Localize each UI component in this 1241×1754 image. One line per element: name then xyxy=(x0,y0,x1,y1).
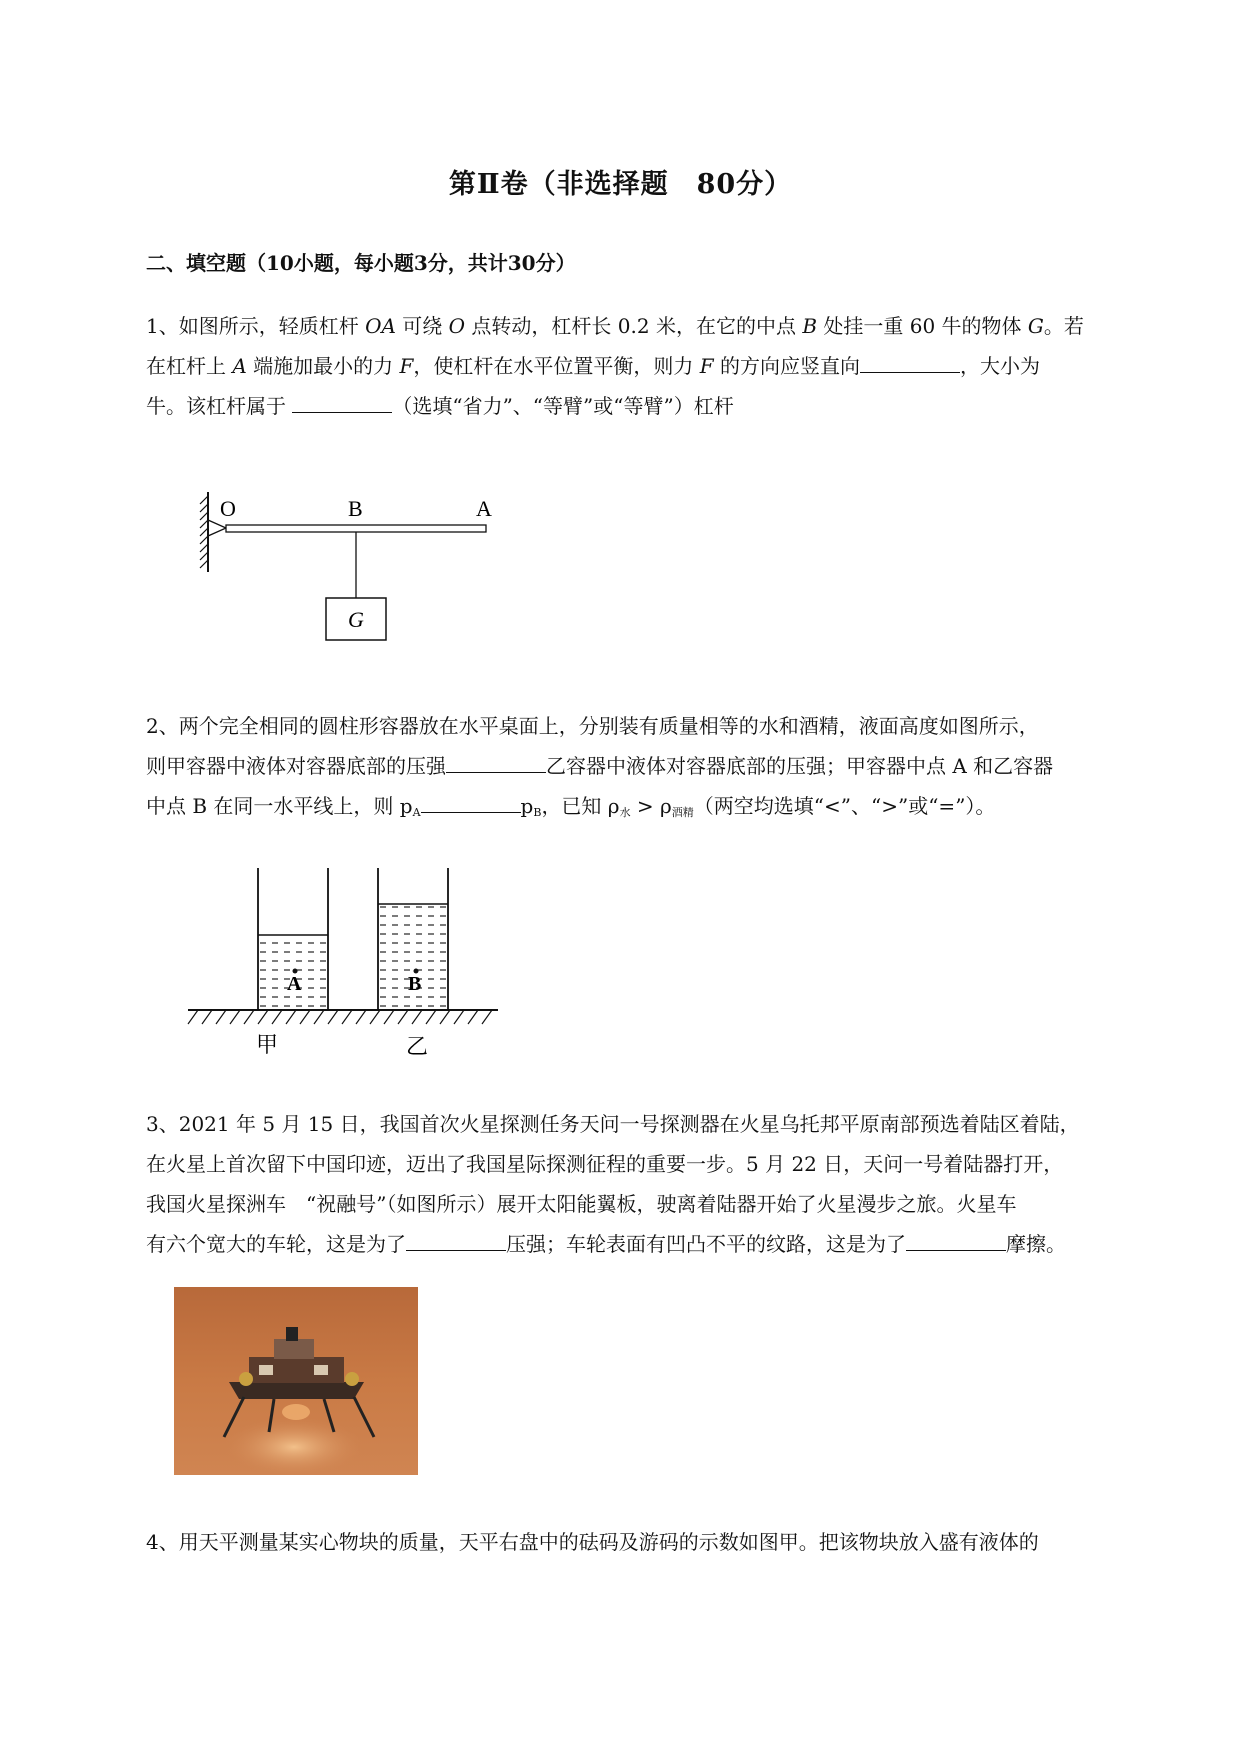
section-heading: 二、填空题（10小题，每小题3分，共计30分） xyxy=(146,251,576,275)
answer-blank-5[interactable] xyxy=(406,1228,506,1251)
container-jia-label: 甲 xyxy=(256,1033,279,1058)
containers-figure xyxy=(186,866,506,1066)
mars-lander-photo xyxy=(174,1287,418,1475)
answer-blank-3[interactable] xyxy=(446,750,546,773)
q1-line-2: 在杠杆上 A 端施加最小的力 F，使杠杆在水平位置平衡，则力 F 的方向应竖直向 ，大小为 xyxy=(146,346,1166,386)
question-4 xyxy=(146,1522,1166,1562)
answer-blank-1[interactable] xyxy=(860,350,960,373)
question-2 xyxy=(146,706,1166,833)
point-b-label: B xyxy=(348,496,363,521)
answer-blank-2[interactable] xyxy=(292,390,392,413)
q2-line-1: 2、两个完全相同的圆柱形容器放在水平桌面上，分别装有质量相等的水和酒精，液面高度如图所示， xyxy=(146,714,1039,738)
question-3 xyxy=(146,1104,1166,1264)
weight-g-label: G xyxy=(348,607,364,632)
q3-line-2: 在火星上首次留下中国印迹，迈出了我国星际探测征程的重要一步。5 月 22 日，天问一号着陆器打开， xyxy=(146,1152,1064,1176)
question-1 xyxy=(146,306,1166,426)
q2-line-2: 则甲容器中液体对容器底部的压强 乙容器中液体对容器底部的压强；甲容器中点 A 和乙容器 xyxy=(146,746,1166,786)
q3-line-1: 3、2021 年 5 月 15 日，我国首次火星探测任务天问一号探测器在火星乌托邦平原南部预选着陆区着陆， xyxy=(146,1112,1080,1136)
container-yi-label: 乙 xyxy=(406,1035,429,1060)
answer-blank-4[interactable] xyxy=(421,790,521,813)
q1-line-1: 1、如图所示，轻质杠杆 OA 可绕 O 点转动，杠杆长 0.2 米，在它的中点 B 处挂一重 60 牛的物体 G。若 xyxy=(146,314,1084,338)
point-o-label: O xyxy=(220,496,236,521)
q3-line-3: 我国火星探洲车 “祝融号”（如图所示）展开太阳能翼板，驶离着陆器开始了火星漫步之旅。火星车 xyxy=(146,1192,1017,1216)
part-title: 第Ⅱ卷（非选择题 80分） xyxy=(448,169,793,200)
point-b-marker: B xyxy=(408,973,422,995)
lever-figure xyxy=(196,484,516,654)
point-a-label: A xyxy=(476,496,492,521)
answer-blank-6[interactable] xyxy=(906,1228,1006,1251)
q3-line-4: 有六个宽大的车轮，这是为了 压强；车轮表面有凹凸不平的纹路，这是为了 摩擦。 xyxy=(146,1224,1166,1264)
point-a-marker: A xyxy=(287,973,302,995)
q2-line-3: 中点 B 在同一水平线上，则 $p_A$ $p_B$，已知 $\rho_水 > \rho_{酒精}$（两空均选填“<”、“>”或“=”）。 xyxy=(146,786,1166,833)
q1-line-3: 牛。该杠杆属于 （选填“省力”、“等臂”或“等臂”）杠杆 xyxy=(146,386,1166,426)
q4-line-1: 4、用天平测量某实心物块的质量，天平右盘中的砝码及游码的示数如图甲。把该物块放入盛有液体的 xyxy=(146,1530,1039,1554)
